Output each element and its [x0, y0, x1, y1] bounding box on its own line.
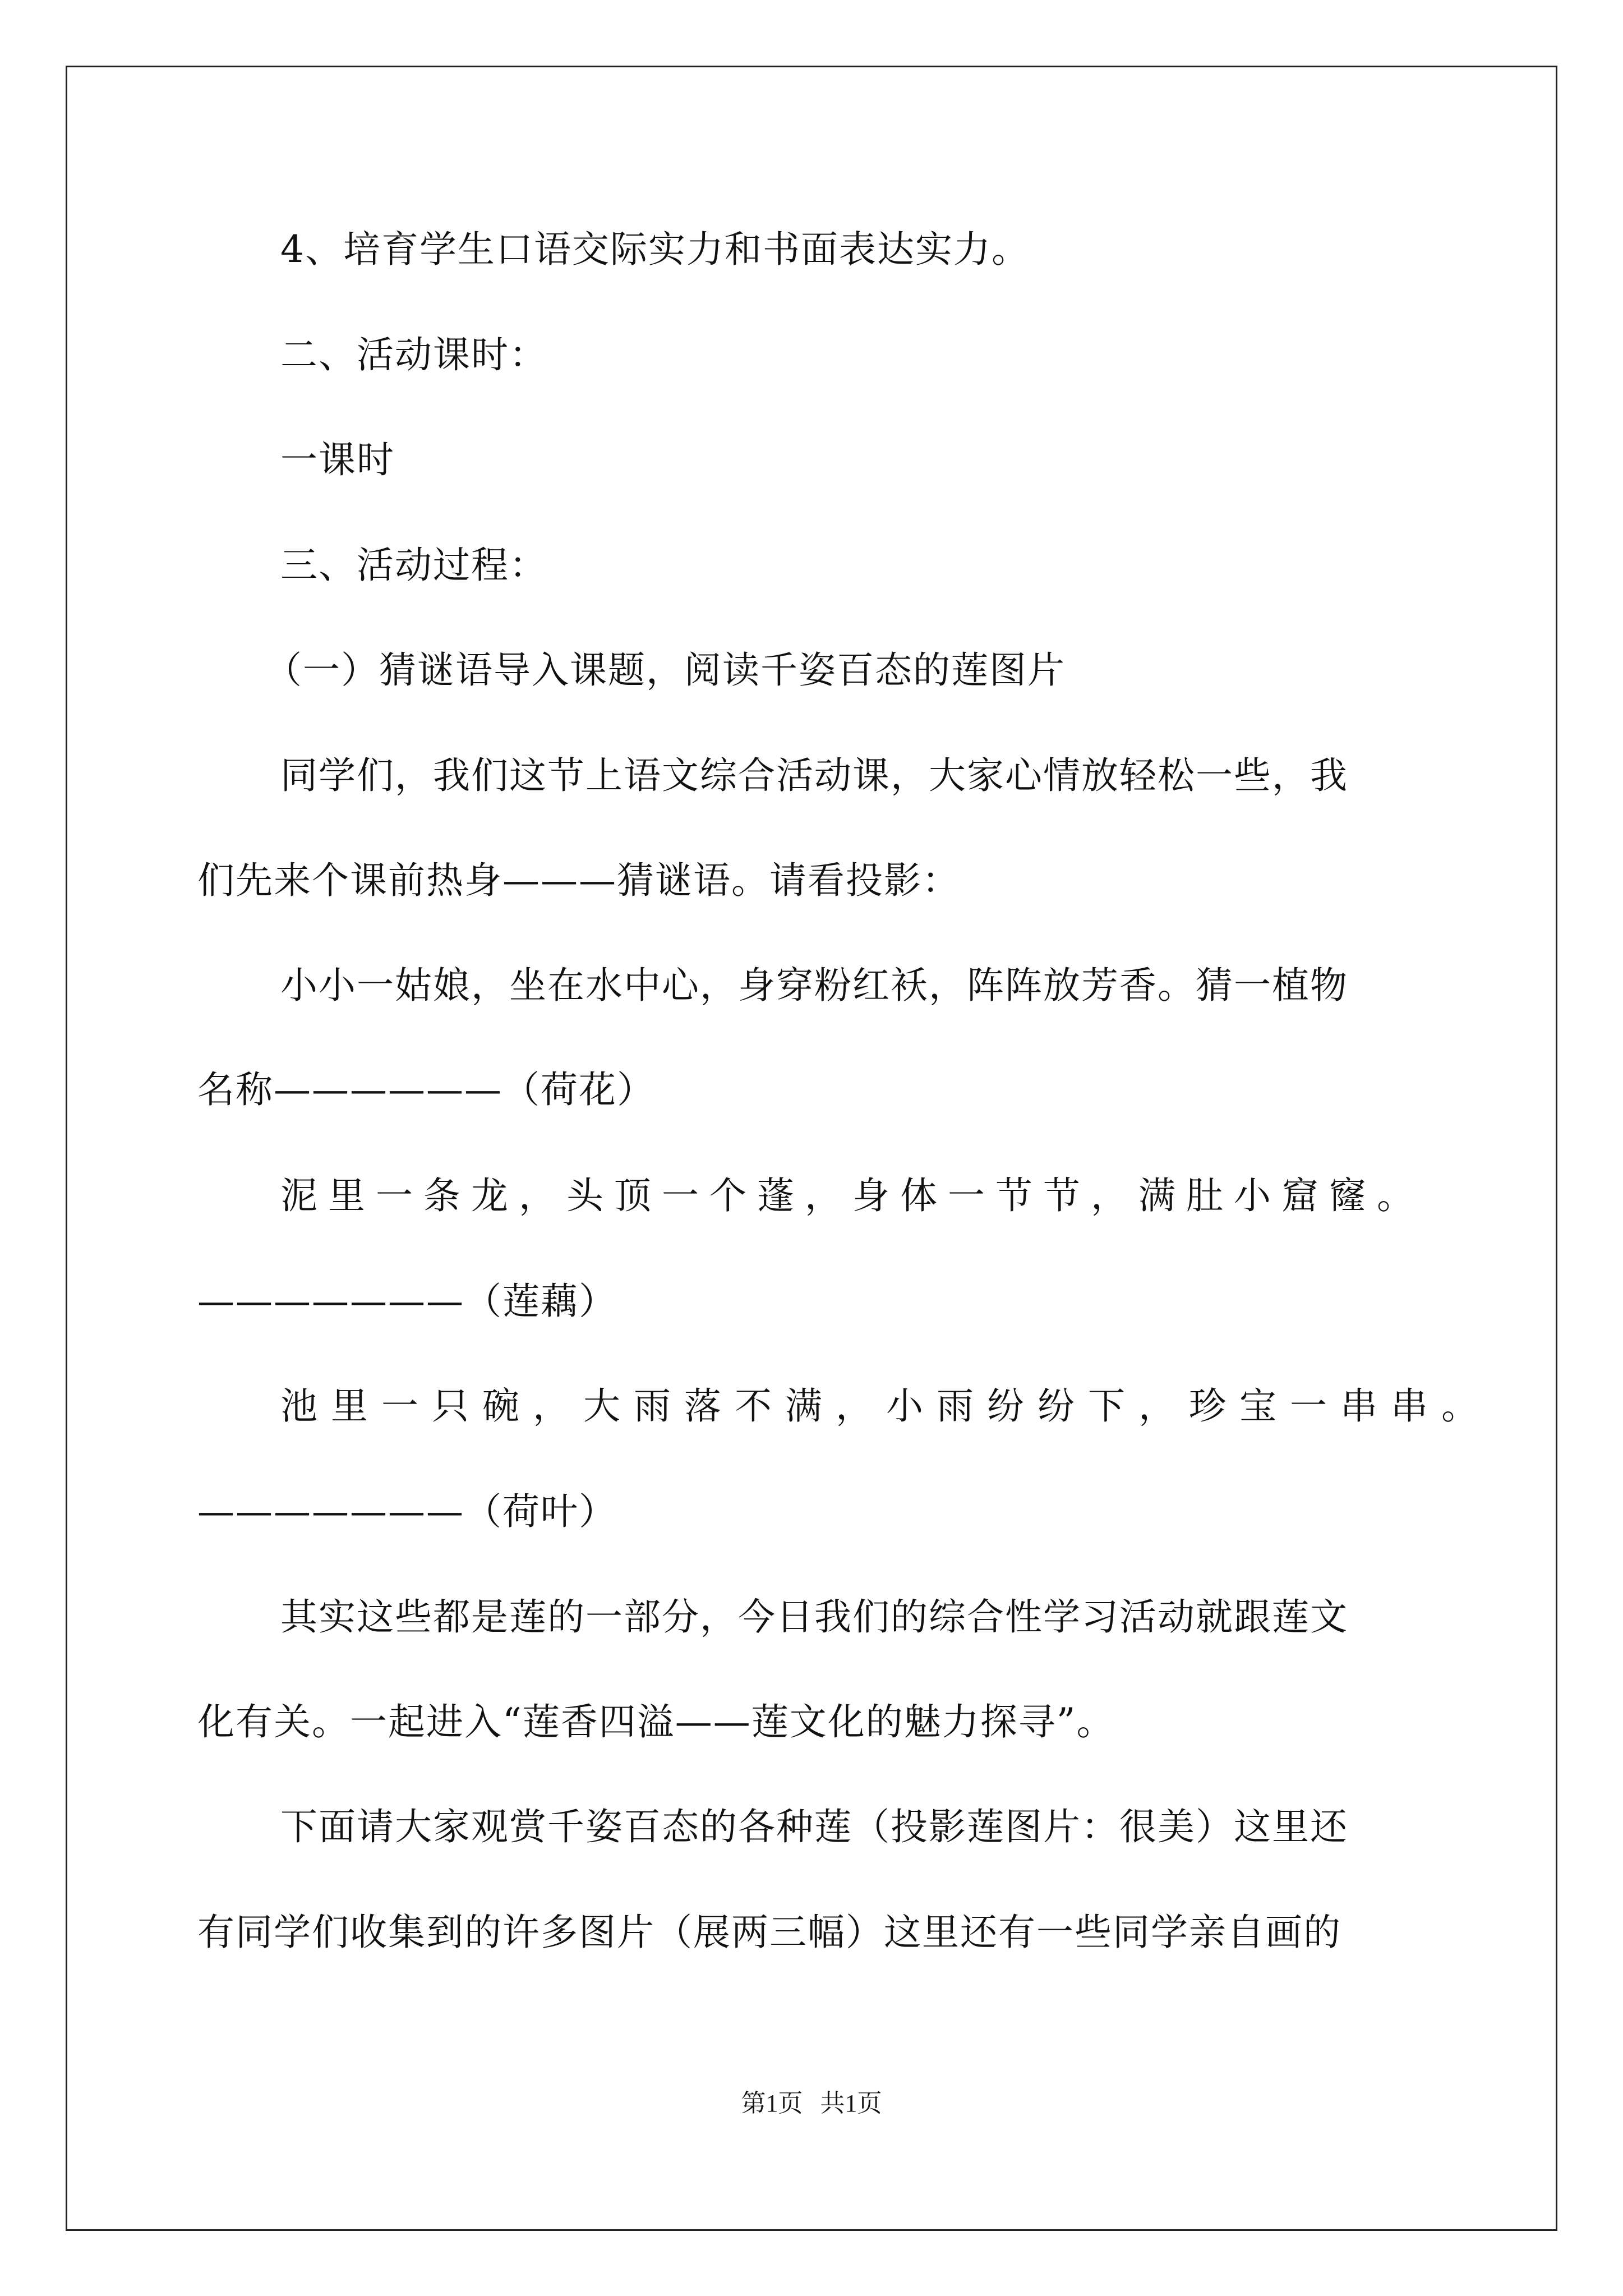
page-total: 共1页: [820, 2090, 882, 2117]
paragraph-line: 名称——————（荷花）: [197, 1068, 655, 1111]
paragraph-line: 4、培育学生口语交际实力和书面表达实力。: [280, 228, 1030, 271]
section-heading: （一）猜谜语导入课题，阅读千姿百态的莲图片: [265, 648, 1066, 692]
riddle-line: 池里一只碗，大雨落不满，小雨纷纷下，珍宝一串串。: [280, 1384, 1492, 1428]
riddle-answer: ———————（莲藕）: [197, 1280, 617, 1323]
paragraph-line: 二、活动课时：: [280, 333, 547, 376]
page-footer: [0, 2087, 1623, 2120]
paragraph-line: 化有关。一起进入“莲香四溢——莲文化的魅力探寻”。: [197, 1700, 1115, 1743]
riddle-line: 泥里一条龙，头顶一个蓬，身体一节节，满肚小窟窿。: [280, 1174, 1424, 1217]
paragraph-line: 们先来个课前热身———猜谜语。请看投影：: [197, 859, 960, 902]
paragraph-line: 小小一姑娘，坐在水中心，身穿粉红袄，阵阵放芳香。猜一植物: [280, 964, 1348, 1007]
page-number: 第1页: [741, 2090, 803, 2117]
paragraph-line: 有同学们收集到的许多图片（展两三幅）这里还有一些同学亲自画的: [197, 1911, 1341, 1954]
riddle-answer: ———————（荷叶）: [197, 1490, 617, 1533]
paragraph-line: 三、活动过程：: [280, 544, 547, 587]
paragraph-line: 一课时: [280, 438, 395, 481]
paragraph-line: 其实这些都是莲的一部分，今日我们的综合性学习活动就跟莲文: [280, 1595, 1348, 1639]
paragraph-line: 下面请大家观赏千姿百态的各种莲（投影莲图片：很美）这里还: [280, 1805, 1348, 1848]
paragraph-line: 同学们，我们这节上语文综合活动课，大家心情放轻松一些，我: [280, 754, 1348, 797]
page-border: [66, 66, 1557, 2231]
